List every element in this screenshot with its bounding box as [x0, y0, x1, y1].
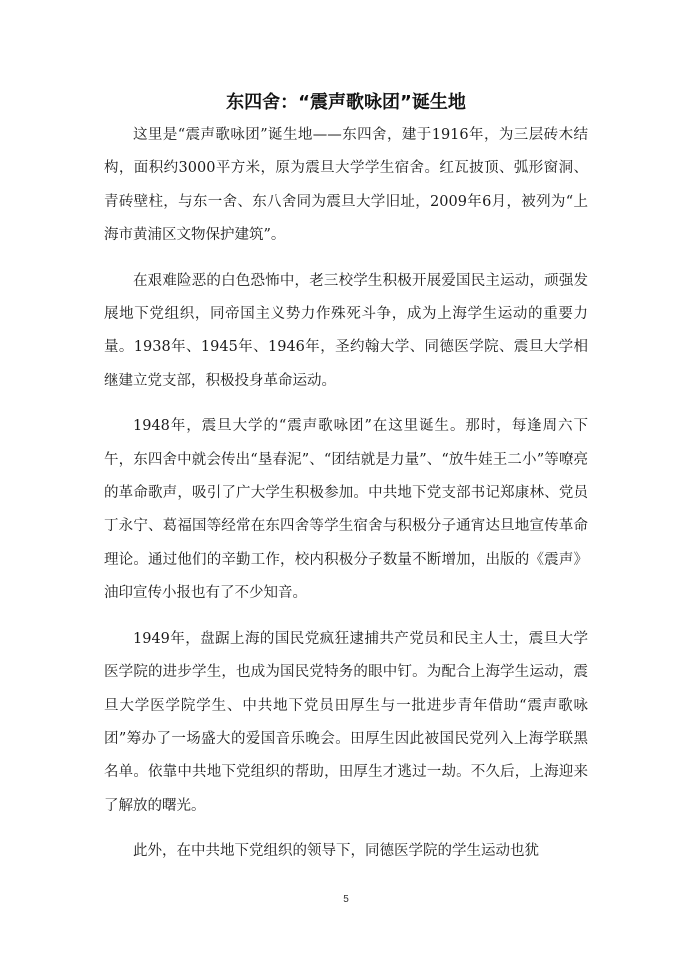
document-title: 东四舍：“震声歌咏团”诞生地 — [226, 92, 466, 113]
paragraph-2: 在艰难险恶的白色恐怖中，老三校学生积极开展爱国民主运动，顽强发展地下党组织，同帝国主义势力作殊死斗争，成为上海学生运动的重要力量。1938年、1945年、1946年，圣约翰大学、同德医学院、震旦大学相继建立党支部，积极投身革命运动。 — [104, 272, 588, 389]
paragraph-4: 1949年，盘踞上海的国民党疯狂逮捕共产党员和民主人士，震旦大学医学院的进步学生，也成为国民党特务的眼中钉。为配合上海学生运动，震旦大学医学院学生、中共地下党员田厚生与一批进步青年借助“震声歌咏团”筹办了一场盛大的爱国音乐晚会。田厚生因此被国民党列入上海学联黑名单。依靠中共地下党组织的帮助，田厚生才逃过一劫。不久后，上海迎来了解放的曙光。 — [104, 630, 588, 814]
paragraph-5: 此外，在中共地下党组织的领导下，同德医学院的学生运动也犹 — [133, 843, 539, 860]
page-number: 5 — [343, 894, 349, 905]
paragraph-1: 这里是“震声歌咏团”诞生地——东四舍，建于1916年，为三层砖木结构，面积约3000平方米，原为震旦大学学生宿舍。红瓦披顶、弧形窗洞、青砖壁柱，与东一舍、东八舍同为震旦大学旧址，2009年6月，被列为“上海市黄浦区文物保护建筑”。 — [104, 127, 588, 244]
document-body — [104, 119, 588, 881]
paragraph-3: 1948年，震旦大学的“震声歌咏团”在这里诞生。那时，每逢周六下午，东四舍中就会传出“垦春泥”、“团结就是力量”、“放牛娃王二小”等嘹亮的革命歌声，吸引了广大学生积极参加。中共地下党支部书记郑康林、党员丁永宁、葛福国等经常在东四舍等学生宿舍与积极分子通宵达旦地宣传革命理论。通过他们的辛勤工作，校内积极分子数量不断增加，出版的《震声》油印宣传小报也有了不少知音。 — [104, 418, 588, 602]
